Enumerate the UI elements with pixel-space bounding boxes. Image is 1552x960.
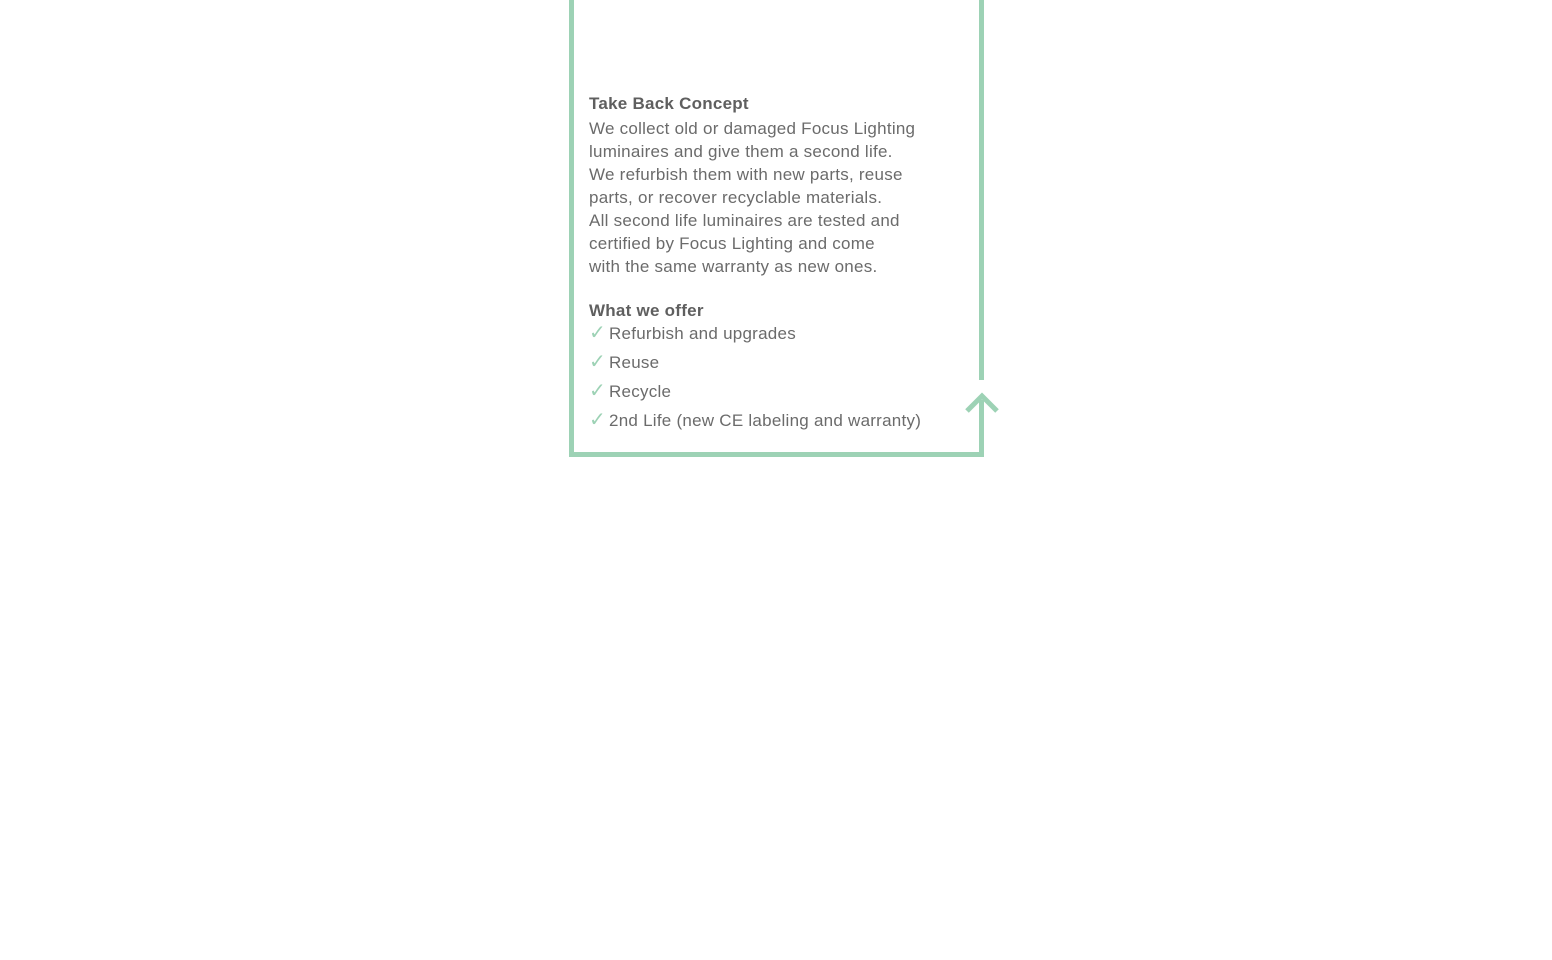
offer-item-label: Reuse [609, 353, 660, 372]
offer-item-label: 2nd Life (new CE labeling and warranty) [609, 411, 922, 430]
offer-heading: What we offer [589, 301, 704, 320]
arrow-up-icon [964, 392, 1000, 414]
check-icon: ✓ [589, 351, 607, 373]
panel-border-right [979, 0, 984, 380]
body-line: parts, or recover recyclable materials. [589, 188, 883, 207]
panel-content [589, 0, 969, 438]
offer-list [589, 322, 969, 432]
body-line: certified by Focus Lighting and come [589, 234, 875, 253]
body-line: All second life luminaires are tested and [589, 211, 900, 230]
body-line: We refurbish them with new parts, reuse [589, 165, 903, 184]
body-line: with the same warranty as new ones. [589, 257, 878, 276]
body-line: luminaires and give them a second life. [589, 142, 893, 161]
panel-border-bottom [569, 452, 984, 457]
body-line: We collect old or damaged Focus Lighting [589, 119, 916, 138]
panel-title: Take Back Concept [589, 94, 749, 113]
check-icon: ✓ [589, 380, 607, 402]
take-back-panel [569, 0, 984, 457]
offer-item [589, 351, 969, 374]
panel-body [589, 117, 969, 278]
check-icon: ✓ [589, 409, 607, 431]
offer-item [589, 409, 969, 432]
offer-item-label: Recycle [609, 382, 672, 401]
offer-item-label: Refurbish and upgrades [609, 324, 796, 343]
offer-item [589, 322, 969, 345]
offer-item [589, 380, 969, 403]
check-icon: ✓ [589, 322, 607, 344]
panel-border-left [569, 0, 574, 457]
